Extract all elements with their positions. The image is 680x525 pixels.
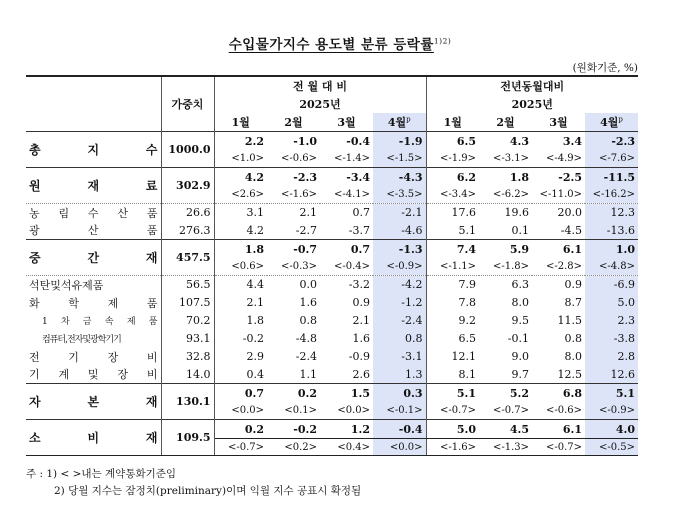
table-row <box>26 330 638 348</box>
footnotes <box>26 466 361 500</box>
yoy_c-value: <-1.6> <box>426 439 479 456</box>
mom-value: 0.7 <box>320 204 373 222</box>
mom_c-value: <0.4> <box>320 439 373 456</box>
mom-month-1: 1월 <box>231 116 250 129</box>
yoy-value: 5.0 <box>426 420 479 439</box>
import-price-table <box>26 75 638 456</box>
yoy-value: 3.4 <box>532 132 585 151</box>
mom-value: -0.2 <box>242 332 264 345</box>
yoy-value: 6.1 <box>532 420 585 439</box>
mom_c-value: <0.0> <box>337 405 370 417</box>
row-weight: 26.6 <box>161 204 214 222</box>
mom-month-4: 4월$^p$ <box>373 113 426 132</box>
yoy_c-value: <-0.7> <box>439 405 476 417</box>
yoy-value: 4.5 <box>479 420 532 439</box>
mom-month-2: 2월 <box>284 116 303 129</box>
mom-value: -2.3 <box>267 168 320 187</box>
yoy_c-value: <-0.7> <box>532 439 585 456</box>
mom-value: 0.8 <box>373 330 426 348</box>
yoy-value: 2.3 <box>585 312 638 330</box>
yoy-value: 7.9 <box>426 276 479 294</box>
yoy-value: 9.5 <box>511 314 529 327</box>
mom-value: 4.2 <box>246 223 264 237</box>
mom-value: 0.2 <box>214 420 267 439</box>
header-year-mom: 2025년 <box>214 95 426 113</box>
yoy-value: 7.8 <box>458 296 476 309</box>
yoy-value: 19.6 <box>479 204 532 222</box>
row-weight: 302.9 <box>161 168 214 204</box>
row-label: 전 기 장 비 <box>26 348 161 366</box>
yoy-value: -6.9 <box>585 276 638 294</box>
yoy-value: 1.8 <box>479 168 532 187</box>
yoy_c-value: <-4.8> <box>585 259 638 276</box>
yoy-value: 8.0 <box>511 296 529 309</box>
yoy-value: 12.1 <box>451 350 476 363</box>
yoy-value: 6.1 <box>532 240 585 259</box>
table-row <box>26 294 638 312</box>
mom-value: -4.2 <box>373 276 426 294</box>
header-weight: 가중치 <box>161 76 214 132</box>
yoy-value: -13.6 <box>585 222 638 240</box>
row-weight: 70.2 <box>161 312 214 330</box>
mom-value: 3.1 <box>214 204 267 222</box>
mom-value: -0.4 <box>373 420 426 439</box>
yoy-value: 9.7 <box>511 367 529 381</box>
row-weight: 56.5 <box>161 276 214 294</box>
yoy-value: 12.6 <box>585 366 638 384</box>
mom-value: -2.7 <box>295 223 317 237</box>
yoy-value: 1.0 <box>585 240 638 259</box>
yoy-value: 8.1 <box>458 367 476 381</box>
mom-value: -3.7 <box>348 223 370 237</box>
table-row <box>26 366 638 384</box>
yoy_c-value: <-6.2> <box>492 189 529 201</box>
row-weight: 32.8 <box>161 348 214 366</box>
yoy-value: -4.5 <box>560 223 582 237</box>
mom-value: 2.1 <box>246 296 264 309</box>
row-label: 컴퓨터,전자및광학기기 <box>26 330 161 348</box>
yoy-value: 2.8 <box>585 348 638 366</box>
yoy-value: 9.2 <box>458 314 476 327</box>
yoy_c-value: <-7.6> <box>585 151 638 168</box>
yoy-value: 7.4 <box>426 240 479 259</box>
yoy-value: 20.0 <box>532 204 585 222</box>
yoy-month-1: 1월 <box>443 116 462 129</box>
row-weight: 457.5 <box>161 240 214 276</box>
mom-value: 0.0 <box>267 276 320 294</box>
table-row <box>26 276 638 294</box>
yoy_c-value: <-1.9> <box>439 153 476 165</box>
mom_c-value: <-0.9> <box>373 259 426 276</box>
yoy_c-value: <-3.4> <box>439 189 476 201</box>
row-weight: 276.3 <box>161 222 214 240</box>
mom-value: 4.4 <box>214 276 267 294</box>
yoy-value: 0.1 <box>511 223 529 237</box>
mom_c-value: <0.1> <box>284 405 317 417</box>
yoy-value: 4.0 <box>585 420 638 439</box>
mom-value: -2.4 <box>373 312 426 330</box>
mom-value: -0.4 <box>320 132 373 151</box>
yoy_c-value: <-1.3> <box>479 439 532 456</box>
row-weight: 109.5 <box>161 420 214 456</box>
yoy-value: -2.5 <box>532 168 585 187</box>
mom_c-value: <0.2> <box>267 439 320 456</box>
mom_c-value: <-1.5> <box>373 151 426 168</box>
yoy-month-4: 4월$^p$ <box>585 113 638 132</box>
row-weight: 107.5 <box>161 294 214 312</box>
table-row <box>26 168 638 187</box>
mom_c-value: <-4.1> <box>333 189 370 201</box>
row-label: 자 본 재 <box>26 384 161 420</box>
mom_c-value: <-0.1> <box>373 403 426 420</box>
yoy-value: 6.2 <box>426 168 479 187</box>
row-weight: 14.0 <box>161 366 214 384</box>
table-row <box>26 384 638 403</box>
mom-value: -3.1 <box>373 348 426 366</box>
yoy_c-value: <-2.8> <box>545 261 582 273</box>
row-weight: 93.1 <box>161 330 214 348</box>
mom-value: -4.3 <box>373 168 426 187</box>
mom-value: 0.7 <box>320 240 373 259</box>
header-mom: 전 월 대 비 <box>214 76 426 95</box>
mom-value: -4.6 <box>373 222 426 240</box>
mom_c-value: <-0.7> <box>214 439 267 456</box>
yoy-value: 0.8 <box>564 332 582 345</box>
table-row <box>26 312 638 330</box>
yoy-value: 9.0 <box>511 350 529 363</box>
yoy-value: 5.9 <box>479 240 532 259</box>
yoy_c-value: <-0.6> <box>545 405 582 417</box>
footnote-2: 2) 당월 지수는 잠정치(preliminary)이며 익월 지수 공표시 확정됨 <box>54 485 362 497</box>
mom-value: -3.2 <box>320 276 373 294</box>
mom-value: 1.8 <box>214 240 267 259</box>
yoy_c-value: <-1.8> <box>492 261 529 273</box>
yoy_c-value: <-1.1> <box>439 261 476 273</box>
yoy-value: -11.5 <box>585 168 638 187</box>
yoy_c-value: <-16.2> <box>585 187 638 204</box>
yoy_c-value: <-0.7> <box>492 405 529 417</box>
row-weight: 130.1 <box>161 384 214 420</box>
mom-value: -4.8 <box>295 332 317 345</box>
yoy-value: 0.9 <box>532 276 585 294</box>
table-row <box>26 204 638 222</box>
yoy-month-3: 3월 <box>549 116 568 129</box>
mom-value: 1.8 <box>246 314 264 327</box>
yoy-value: -2.3 <box>585 132 638 151</box>
yoy-value: 6.3 <box>479 276 532 294</box>
table-row <box>26 420 638 439</box>
yoy_c-value: <-0.9> <box>585 403 638 420</box>
mom-value: -0.9 <box>348 350 370 363</box>
mom-value: -1.3 <box>373 240 426 259</box>
yoy-value: 6.8 <box>532 384 585 403</box>
mom-value: 2.6 <box>352 367 370 381</box>
mom-value: 0.8 <box>299 314 317 327</box>
unit-note: (원화기준, %) <box>572 62 638 74</box>
mom-month-3: 3월 <box>337 116 356 129</box>
mom_c-value: <0.6> <box>231 261 264 273</box>
yoy-value: 6.5 <box>426 132 479 151</box>
yoy-value: 8.7 <box>564 296 582 309</box>
yoy-value: 5.1 <box>426 384 479 403</box>
yoy_c-value: <-4.9> <box>545 153 582 165</box>
mom-value: 4.2 <box>214 168 267 187</box>
mom-value: -1.9 <box>373 132 426 151</box>
row-label: 화 학 제 품 <box>26 294 161 312</box>
mom-value: -0.7 <box>267 240 320 259</box>
report-title: 수입물가지수 용도별 분류 등락률$^{1)2)}$ <box>228 36 452 53</box>
mom-value: 1.2 <box>320 420 373 439</box>
mom-value: 1.6 <box>299 296 317 309</box>
footnote-1: 주 : 1) < >내는 계약통화기준임 <box>26 468 177 480</box>
mom-value: 1.6 <box>352 332 370 345</box>
mom-value: 0.3 <box>373 384 426 403</box>
header-year-yoy: 2025년 <box>511 98 553 111</box>
yoy_c-value: <-0.5> <box>585 439 638 456</box>
yoy-value: -3.8 <box>585 330 638 348</box>
mom-value: 0.4 <box>246 367 264 381</box>
table-row <box>26 222 638 240</box>
mom-value: 1.1 <box>299 367 317 381</box>
table-row <box>26 132 638 151</box>
mom_c-value: <-1.6> <box>280 189 317 201</box>
mom_c-value: <2.6> <box>231 189 264 201</box>
yoy-value: 5.1 <box>585 384 638 403</box>
yoy-value: 12.5 <box>557 367 582 381</box>
yoy-value: 12.3 <box>585 204 638 222</box>
mom-value: 1.5 <box>320 384 373 403</box>
mom-value: 2.1 <box>352 314 370 327</box>
row-label: 기 계 및 장 비 <box>26 366 161 384</box>
mom_c-value: <0.0> <box>373 439 426 456</box>
mom_c-value: <-0.6> <box>280 153 317 165</box>
mom-value: -1.2 <box>373 294 426 312</box>
row-label: 중 간 재 <box>26 240 161 276</box>
mom-value: 2.9 <box>246 350 264 363</box>
row-label: 1 차 금 속 제 품 <box>26 312 161 330</box>
mom-value: 0.7 <box>214 384 267 403</box>
header-blank <box>26 76 161 132</box>
row-weight: 1000.0 <box>161 132 214 168</box>
yoy-value: 4.3 <box>479 132 532 151</box>
mom-value: 1.3 <box>373 366 426 384</box>
yoy_c-value: <-11.0> <box>539 189 582 201</box>
mom-value: 0.9 <box>352 296 370 309</box>
yoy-value: 5.0 <box>585 294 638 312</box>
row-label: 총 지 수 <box>26 132 161 168</box>
yoy-value: 8.0 <box>564 350 582 363</box>
row-label: 소 비 재 <box>26 420 161 456</box>
table-row <box>26 348 638 366</box>
mom_c-value: <-0.3> <box>280 261 317 273</box>
yoy-value: 11.5 <box>557 314 582 327</box>
yoy-value: 17.6 <box>426 204 479 222</box>
mom_c-value: <-0.4> <box>333 261 370 273</box>
table-row <box>26 240 638 259</box>
mom-value: -2.1 <box>373 204 426 222</box>
mom-value: -3.4 <box>320 168 373 187</box>
mom_c-value: <1.0> <box>231 153 264 165</box>
mom-value: -2.4 <box>295 350 317 363</box>
mom-value: -1.0 <box>267 132 320 151</box>
mom_c-value: <0.0> <box>231 405 264 417</box>
mom-value: 0.2 <box>267 384 320 403</box>
row-label: 농 림 수 산 품 <box>26 204 161 222</box>
yoy-value: -0.1 <box>507 332 529 345</box>
mom_c-value: <-3.5> <box>373 187 426 204</box>
yoy-month-2: 2월 <box>496 116 515 129</box>
yoy-value: 6.5 <box>458 332 476 345</box>
yoy-value: 5.1 <box>458 223 476 237</box>
mom-value: -0.2 <box>267 420 320 439</box>
mom-value: 2.1 <box>267 204 320 222</box>
row-label: 원 재 료 <box>26 168 161 204</box>
row-label: 광 산 품 <box>26 222 161 240</box>
yoy-value: 5.2 <box>479 384 532 403</box>
mom_c-value: <-1.4> <box>333 153 370 165</box>
yoy_c-value: <-3.1> <box>492 153 529 165</box>
row-label: 석탄및석유제품 <box>26 276 161 294</box>
header-yoy: 전년동월대비 <box>426 76 638 95</box>
mom-value: 2.2 <box>214 132 267 151</box>
